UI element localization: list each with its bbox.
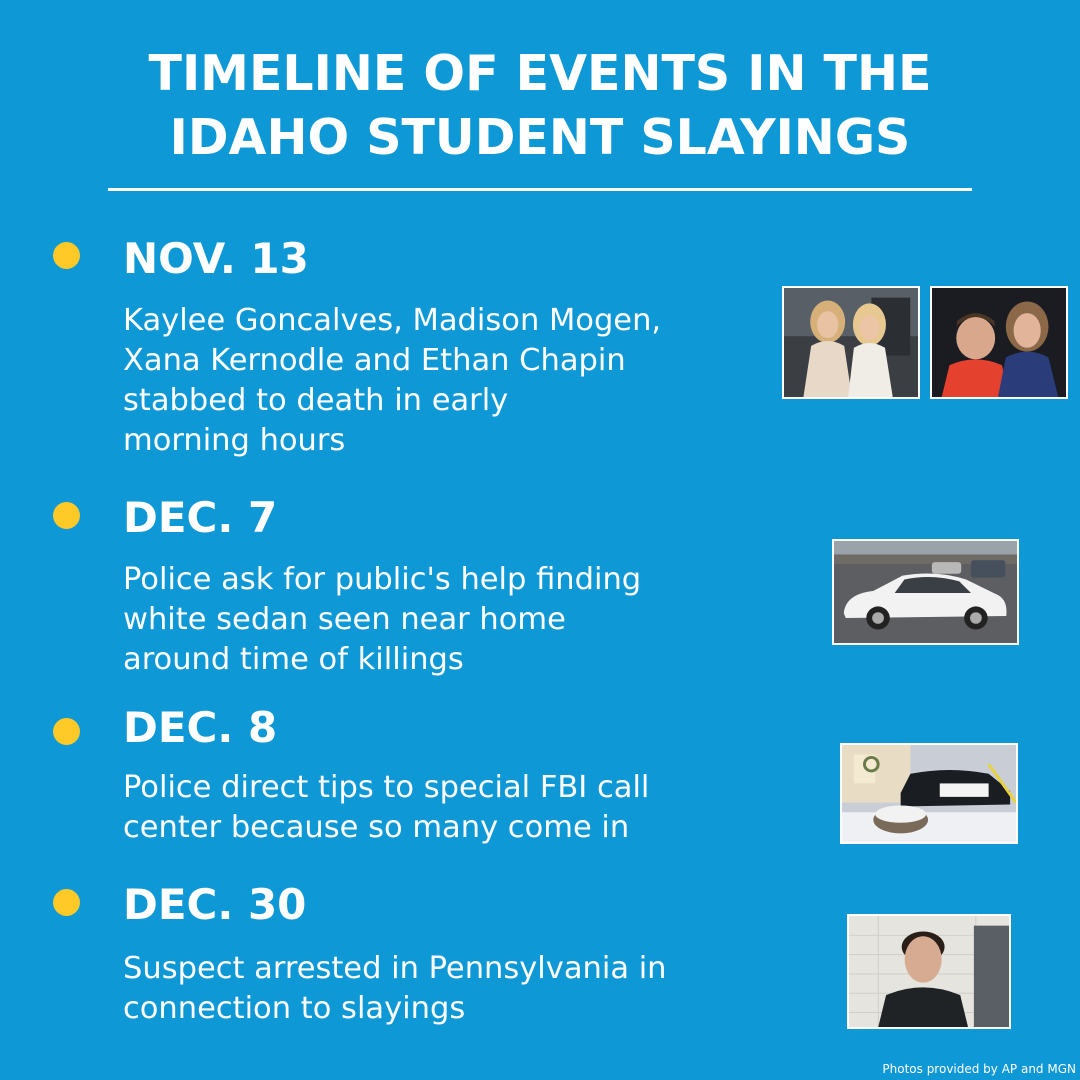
event-description-line: center because so many come in — [123, 810, 630, 845]
event-description-line: around time of killings — [123, 642, 464, 677]
event-date: DEC. 8 — [123, 703, 278, 752]
white-sedan-photo — [832, 539, 1019, 645]
event-description — [123, 301, 661, 461]
couple-photo — [930, 286, 1068, 399]
title-line-1: TIMELINE OF EVENTS IN THE — [148, 45, 932, 102]
title-divider — [108, 188, 972, 191]
event-description-line: Xana Kernodle and Ethan Chapin — [123, 343, 626, 378]
timeline-bullet-icon — [53, 502, 80, 529]
event-description — [123, 949, 667, 1029]
event-description-line: connection to slayings — [123, 991, 466, 1026]
photo-credit: Photos provided by AP and MGN — [882, 1062, 1076, 1076]
event-date: NOV. 13 — [123, 234, 309, 283]
two-women-photo — [782, 286, 920, 399]
police-car-photo — [840, 743, 1018, 844]
event-description — [123, 560, 641, 680]
suspect-photo — [847, 914, 1011, 1029]
event-date: DEC. 30 — [123, 880, 307, 929]
event-description-line: white sedan seen near home — [123, 602, 566, 637]
event-description-line: Police direct tips to special FBI call — [123, 770, 650, 805]
timeline-bullet-icon — [53, 889, 80, 916]
event-date: DEC. 7 — [123, 493, 278, 542]
event-description — [123, 768, 649, 848]
page-title — [0, 42, 1080, 170]
event-description-line: stabbed to death in early — [123, 383, 509, 418]
event-description-line: Suspect arrested in Pennsylvania in — [123, 951, 667, 986]
timeline-bullet-icon — [53, 242, 80, 269]
event-description-line: Police ask for public's help finding — [123, 562, 642, 597]
timeline-bullet-icon — [53, 718, 80, 745]
event-description-line: Kaylee Goncalves, Madison Mogen, — [123, 303, 662, 338]
event-description-line: morning hours — [123, 423, 346, 458]
title-line-2: IDAHO STUDENT SLAYINGS — [169, 109, 911, 166]
